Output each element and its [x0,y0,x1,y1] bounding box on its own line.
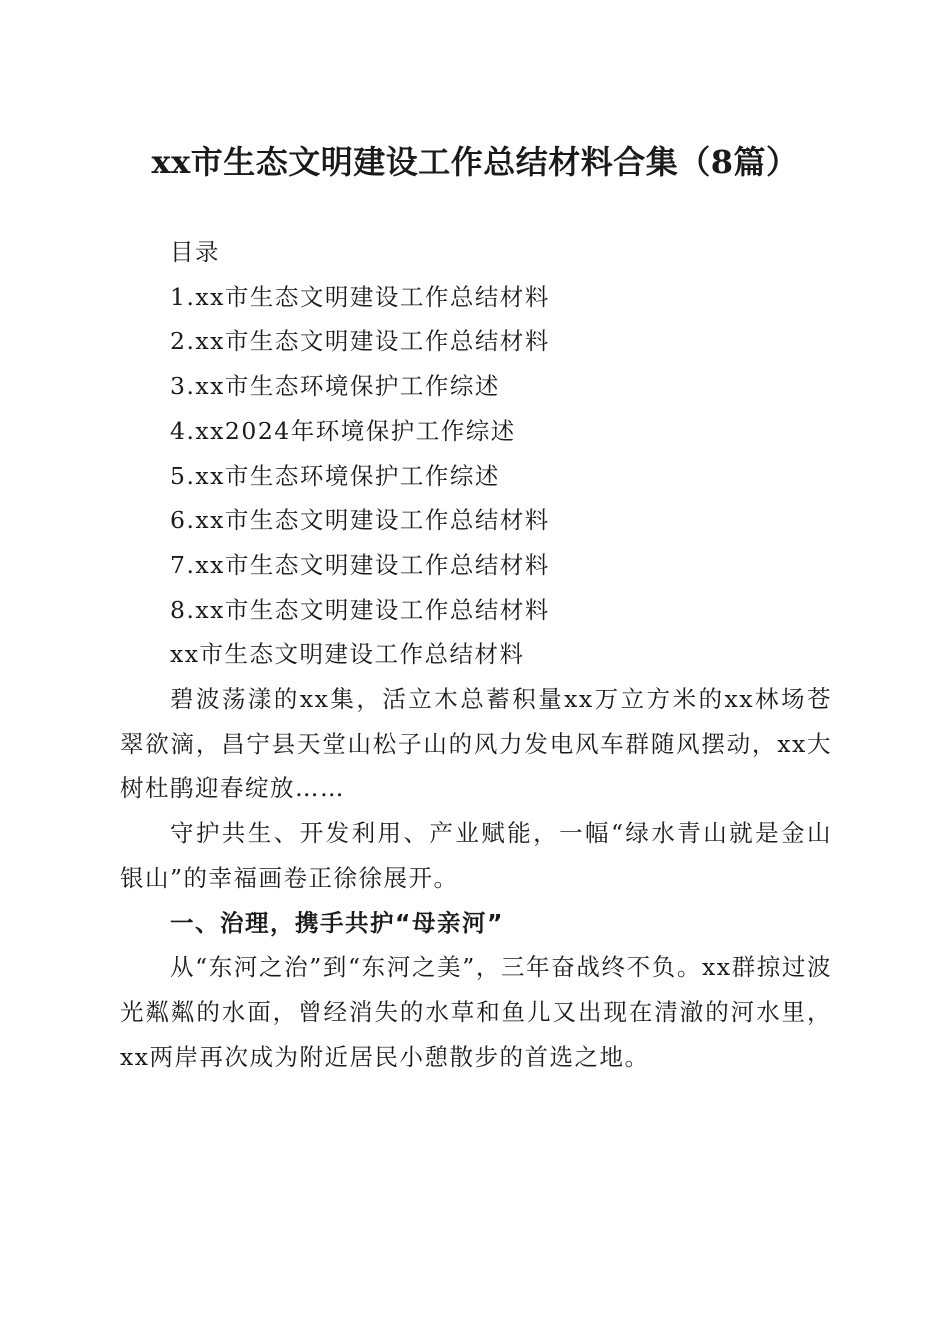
document-title: xx市生态文明建设工作总结材料合集（8篇） [151,143,799,181]
toc-item: 2.xx市生态文明建设工作总结材料 [170,327,550,356]
body-paragraph: 碧波荡漾的xx集，活立木总蓄积量xx万立方米的xx林场苍翠欲滴，昌宁县天堂山松子山的风力发电风车群随风摆动，xx大树杜鹃迎春绽放…… [120,685,832,803]
toc-item: 7.xx市生态文明建设工作总结材料 [170,550,550,579]
body-paragraph: 守护共生、开发利用、产业赋能，一幅“绿水青山就是金山银山”的幸福画卷正徐徐展开。 [120,819,832,892]
toc-item: 8.xx市生态文明建设工作总结材料 [170,595,550,624]
toc-item: 1.xx市生态文明建设工作总结材料 [170,282,550,311]
toc-item: 3.xx市生态环境保护工作综述 [170,372,500,401]
section-heading: 一、治理，携手共护“母亲河” [170,908,504,937]
body-paragraph: 从“东河之治”到“东河之美”，三年奋战终不负。xx群掠过波光粼粼的水面，曾经消失的水草和鱼儿又出现在清澈的河水里，xx两岸再次成为附近居民小憩散步的首选之地。 [120,953,832,1071]
toc-item: 4.xx2024年环境保护工作综述 [170,416,516,445]
toc-item: 5.xx市生态环境保护工作综述 [170,461,500,490]
toc-item: 6.xx市生态文明建设工作总结材料 [170,506,550,535]
toc-heading: 目录 [170,238,220,266]
document-body [120,230,832,1079]
article-title: xx市生态文明建设工作总结材料 [170,640,525,669]
